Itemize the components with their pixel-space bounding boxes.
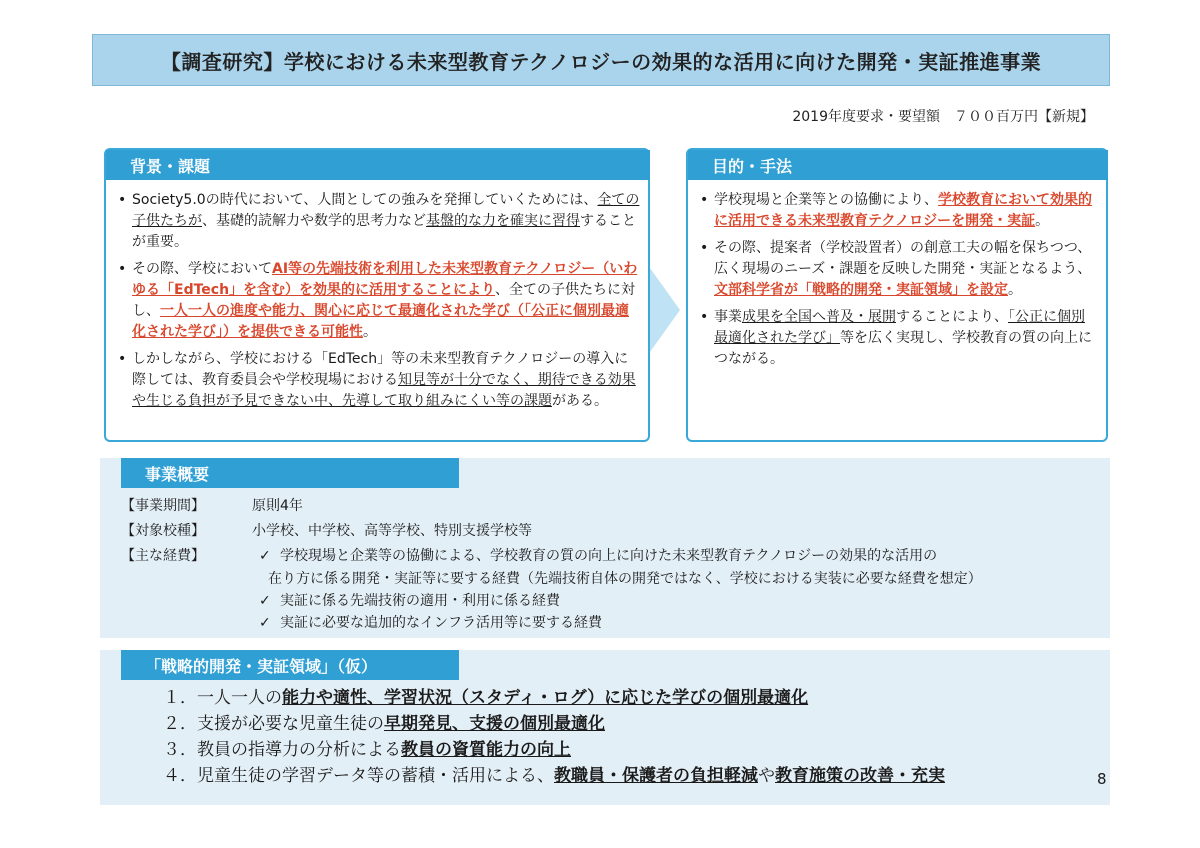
strategy-item: [163, 764, 945, 788]
item-text: や: [758, 766, 775, 786]
expense-label: 【主な経費】: [121, 548, 205, 564]
bullet-text: 全ての子供たちが: [132, 192, 640, 229]
page-title: 【調査研究】学校における未来型教育テクノロジーの効果的な活用に向けた開発・実証推進事業: [92, 34, 1110, 86]
background-heading: 背景・課題: [106, 150, 650, 180]
item-number: ３．: [163, 740, 197, 760]
bullet-text: することにより、: [896, 309, 1008, 325]
bullet-text: 成果を全国へ普及・展開: [742, 309, 896, 325]
bullet-text: 、全ての子供たちに対し、: [132, 282, 636, 319]
item-number: ２．: [163, 714, 197, 734]
budget-amount: 2019年度要求・要望額 ７００百万円【新規】: [792, 109, 1094, 125]
strategy-item: [163, 712, 605, 736]
purpose-heading: 目的・手法: [688, 150, 1108, 180]
bullet-item: [116, 349, 640, 412]
bullet-item: [698, 238, 1098, 301]
item-emphasis: 教員の資質能力の向上: [401, 740, 571, 760]
bullet-text: 知見等が十分でなく、期待できる効果や生じる負担が予見できない中、先導して取り組みにくい等の課題: [132, 372, 636, 409]
background-list: [116, 190, 640, 418]
bullet-text: 。: [1008, 282, 1022, 298]
bullet-text: 。: [1035, 213, 1050, 229]
bullet-text: その際、学校において: [132, 261, 272, 277]
bullet-item: [116, 190, 640, 253]
check-icon: ✓: [259, 593, 271, 609]
expense-item: 学校現場と企業等の協働による、学校教育の質の向上に向けた未来型教育テクノロジーの効果的な活用の: [280, 548, 938, 564]
background-panel: [104, 148, 650, 442]
bullet-text: AI等の先端技術を利用した未来型教育テクノロジー（いわゆる「EdTech」を含む）を効果的に活用することにより: [132, 261, 638, 298]
item-number: １．: [163, 688, 197, 708]
item-number: ４．: [163, 766, 197, 786]
overview-heading: 事業概要: [121, 458, 459, 488]
bullet-text: 一人一人の進度や能力、関心に応じて最適化された学び（「公正に個別最適化された学び」）を提供できる可能性: [132, 303, 629, 340]
bullet-text: 。: [363, 324, 377, 340]
period-value: 原則4年: [252, 498, 303, 514]
purpose-panel: [686, 148, 1108, 442]
bullet-text: 、基礎的読解力や数学的思考力など: [202, 213, 426, 229]
check-icon: ✓: [259, 615, 271, 631]
bullet-text: 「公正に個別最適化された学び」: [714, 309, 1085, 346]
bullet-text: 学校教育において効果的に活用できる未来型教育テクノロジーを開発・実証: [714, 192, 1092, 229]
bullet-text: がある。: [552, 393, 608, 409]
bullet-text: 事業: [714, 309, 742, 325]
target-label: 【対象校種】: [121, 523, 205, 539]
bullet-text: 等を広く実現し、学校教育の質の向上につながる。: [714, 330, 1092, 367]
item-emphasis: 教職員・保護者の負担軽減: [554, 766, 758, 786]
item-text: 支援が必要な児童生徒の: [197, 714, 384, 734]
bullet-text: 学校現場と企業等との協働により、: [714, 192, 938, 208]
check-icon: ✓: [259, 548, 271, 564]
item-emphasis: 能力や適性、学習状況（スタディ・ログ）に応じた学びの個別最適化: [282, 688, 809, 708]
bullet-item: [698, 190, 1098, 232]
expense-item: 実証に必要な追加的なインフラ活用等に要する経費: [280, 615, 602, 631]
target-value: 小学校、中学校、高等学校、特別支援学校等: [252, 523, 532, 539]
bullet-text: することが重要。: [132, 213, 636, 250]
expense-item-continued: 在り方に係る開発・実証等に要する経費（先端技術自体の開発ではなく、学校における実装に必要な経費を想定）: [268, 571, 982, 587]
bullet-text: しかしながら、学校における「EdTech」等の未来型教育テクノロジーの導入に際しては、教育委員会や学校現場における: [132, 351, 629, 388]
strategy-item: [163, 686, 808, 710]
page-number: 8: [1097, 770, 1107, 788]
item-emphasis: 早期発見、支援の個別最適化: [384, 714, 605, 734]
bullet-item: [116, 259, 640, 343]
expense-item: 実証に係る先端技術の適用・利用に係る経費: [280, 593, 560, 609]
purpose-list: [698, 190, 1098, 376]
arrow-right-icon: [650, 268, 680, 352]
strategy-heading: 「戦略的開発・実証領域」（仮）: [121, 650, 459, 680]
bullet-text: Society5.0の時代において、人間としての強みを発揮していくためには、: [132, 192, 598, 208]
bullet-text: 文部科学省が「戦略的開発・実証領域」を設定: [714, 282, 1008, 298]
period-label: 【事業期間】: [121, 498, 205, 514]
bullet-text: その際、提案者（学校設置者）の創意工夫の幅を保ちつつ、広く現場のニーズ・課題を反映した開発・実証となるよう、: [714, 240, 1092, 277]
bullet-text: 基盤的な力を確実に習得: [426, 213, 580, 229]
item-text: 教員の指導力の分析による: [197, 740, 401, 760]
item-text: 児童生徒の学習データ等の蓄積・活用による、: [197, 766, 554, 786]
item-emphasis: 教育施策の改善・充実: [775, 766, 945, 786]
strategy-item: [163, 738, 571, 762]
item-text: 一人一人の: [197, 688, 282, 708]
bullet-item: [698, 307, 1098, 370]
